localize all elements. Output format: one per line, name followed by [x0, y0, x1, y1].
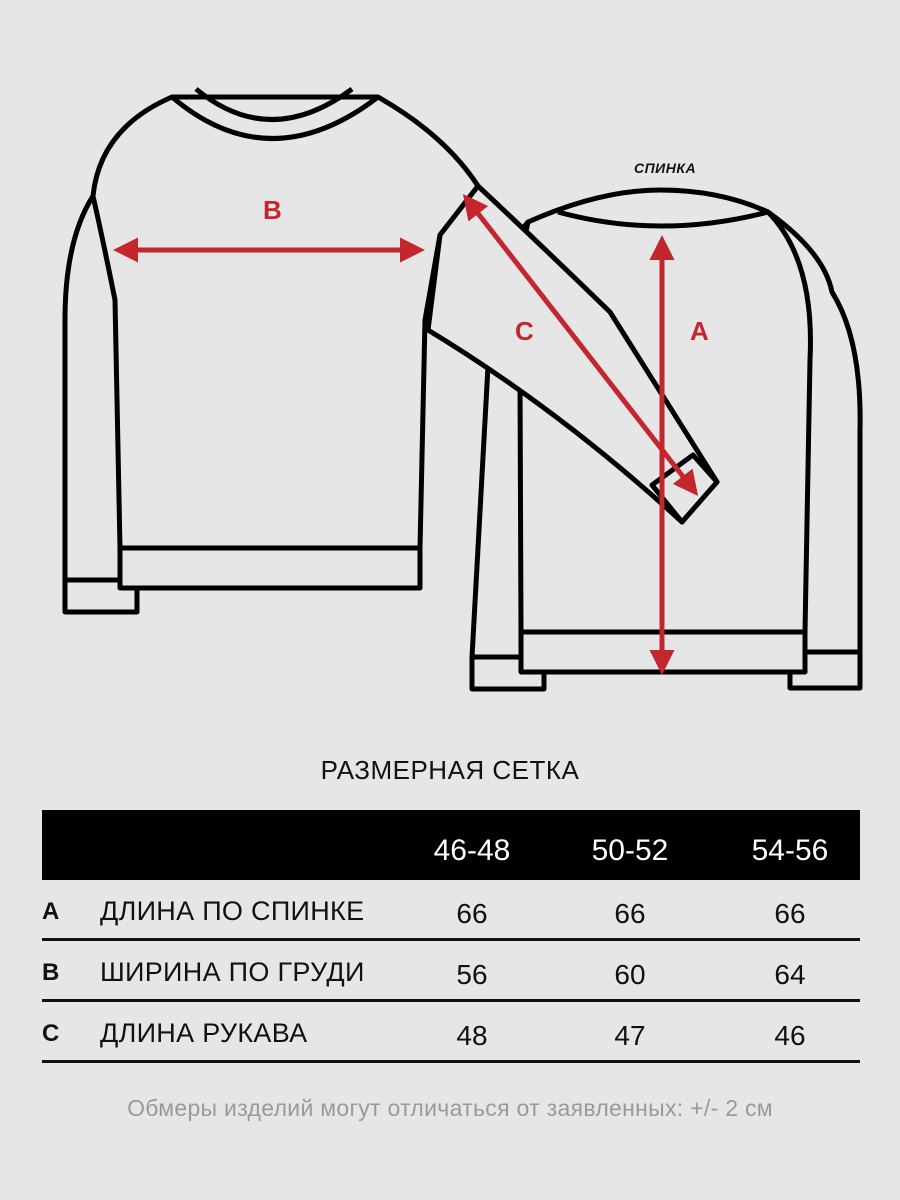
table-cell: 66: [614, 898, 646, 929]
table-row: [42, 880, 860, 941]
table-cell: 66: [456, 898, 488, 929]
size-chart-title: РАЗМЕРНАЯ СЕТКА: [320, 755, 580, 785]
table-cell: 47: [614, 1020, 646, 1051]
row-label: ШИРИНА ПО ГРУДИ: [100, 957, 365, 987]
size-column-header: 50-52: [591, 834, 669, 867]
size-chart-table: [42, 810, 860, 1063]
size-column-header: 46-48: [433, 834, 511, 867]
table-cell: 60: [614, 959, 646, 990]
row-letter: B: [42, 959, 60, 986]
row-label: ДЛИНА ПО СПИНКЕ: [100, 896, 365, 926]
size-column-header: 54-56: [751, 834, 829, 867]
table-cell: 46: [774, 1020, 806, 1051]
back-view-label: СПИНКА: [634, 160, 697, 176]
dimension-letter-a: A: [690, 316, 709, 346]
row-letter: C: [42, 1020, 60, 1047]
size-chart-header: [42, 810, 860, 880]
dimension-letter-c: C: [515, 316, 534, 346]
table-cell: 64: [774, 959, 806, 990]
row-letter: A: [42, 898, 60, 925]
row-label: ДЛИНА РУКАВА: [100, 1018, 308, 1048]
table-row: [42, 941, 860, 1002]
table-row: [42, 1002, 860, 1063]
table-cell: 66: [774, 898, 806, 929]
table-cell: 48: [456, 1020, 488, 1051]
measurement-disclaimer: Обмеры изделий могут отличаться от заявленных: +/- 2 см: [127, 1095, 773, 1121]
dimension-letter-b: B: [263, 195, 282, 225]
table-cell: 56: [456, 959, 488, 990]
